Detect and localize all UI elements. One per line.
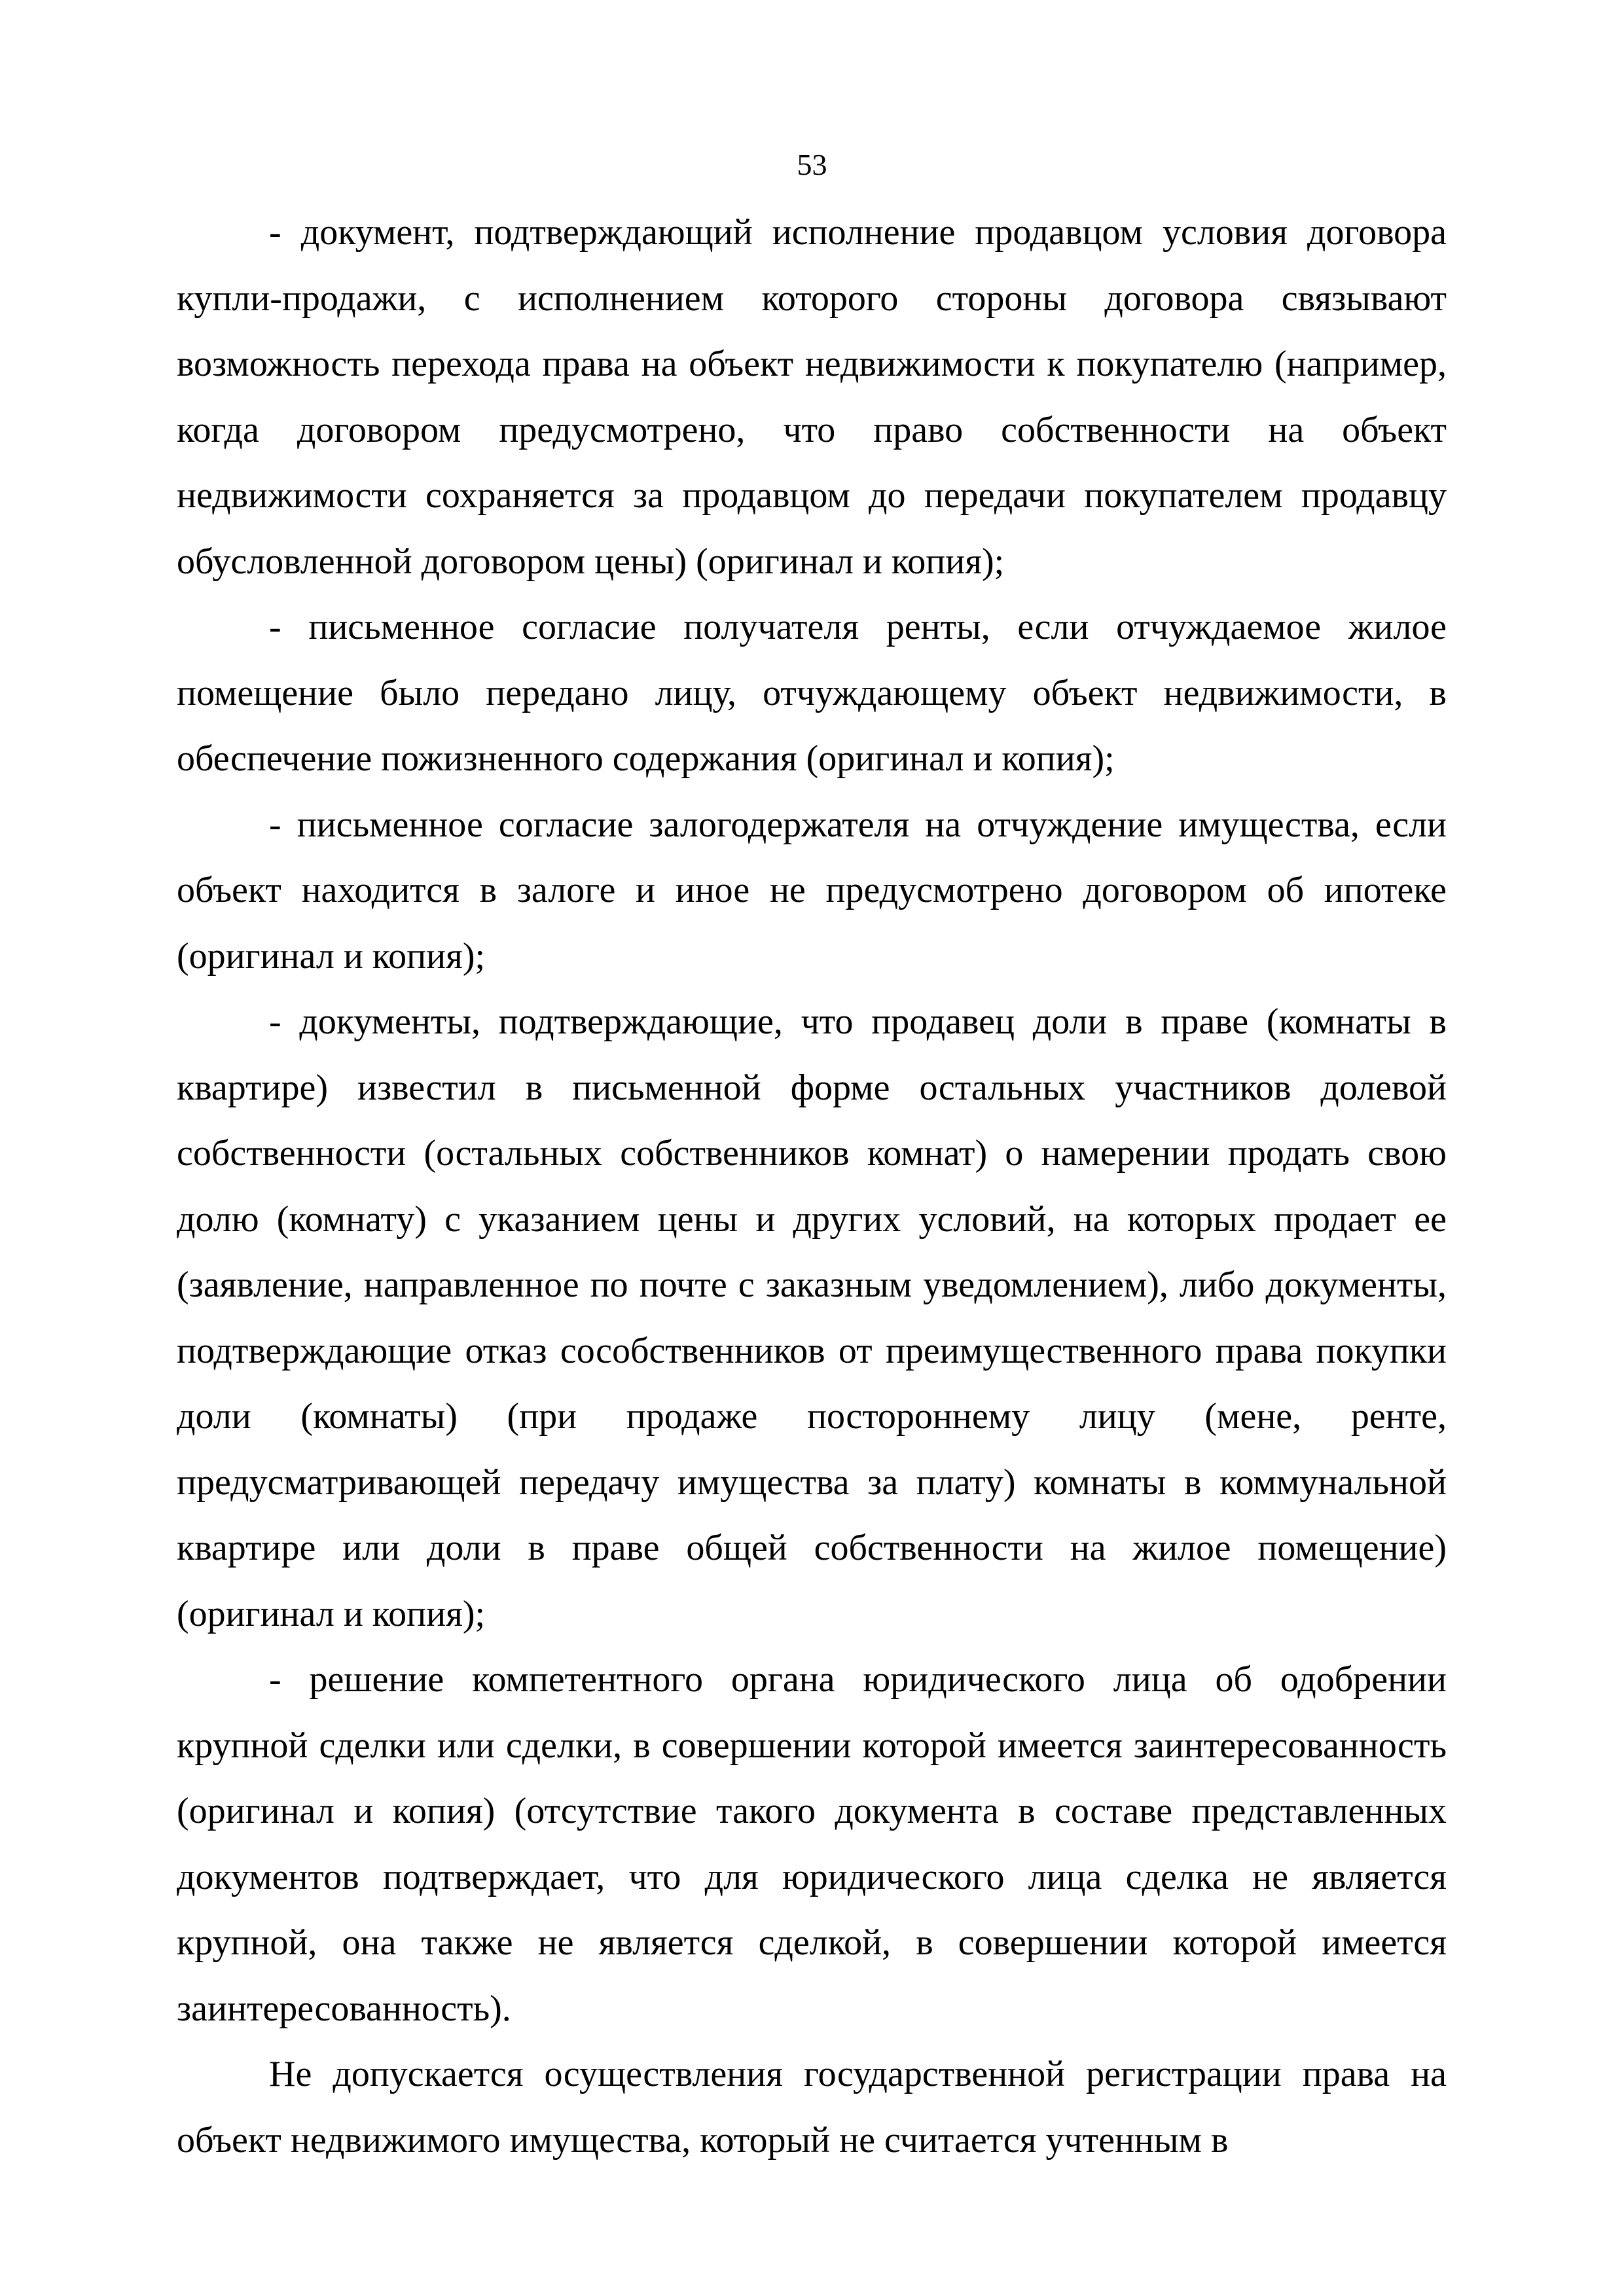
paragraph-sale-condition-document: - документ, подтверждающий исполнение продавцом условия договора купли-продажи, с исполнением которого стороны договора связывают возможность перехода права на объект недвижимости к покупателю (например, когда договором предусмотрено, что право собственности на объект недвижимости сохраняется за продавцом до передачи покупателем продавцу обусловленной договором цены) (оригинал и копия); xyxy=(177,212,1447,582)
paragraph-share-sale-notice: - документы, подтверждающие, что продавец доли в праве (комнаты в квартире) известил в письменной форме остальных участников долевой собственности (остальных собственников комнат) о намерении продать свою долю (комнату) с указанием цены и других условий, на которых продает ее (заявление, направленное по почте с заказным уведомлением), либо документы, подтверждающие отказ сособственников от преимущественного права покупки доли (комнаты) (при продаже постороннему лицу (мене, ренте, предусматривающей передачу имущества за плату) комнаты в коммунальной квартире или доли в праве общей собственности на жилое помещение) (оригинал и копия); xyxy=(177,1001,1447,1634)
document-body xyxy=(177,200,1447,2173)
paragraph-major-transaction-approval: - решение компетентного органа юридического лица об одобрении крупной сделки или сделки, в совершении которой имеется заинтересованность (оригинал и копия) (отсутствие такого документа в составе представленных документов подтверждает, что для юридического лица сделка не является крупной, она также не является сделкой, в совершении которой имеется заинтересованность). xyxy=(177,1659,1447,2029)
paragraph-registration-restriction: Не допускается осуществления государственной регистрации права на объект недвижимого имущества, который не считается учтенным в xyxy=(177,2054,1447,2161)
paragraph-pledgee-consent: - письменное согласие залогодержателя на отчуждение имущества, если объект находится в залоге и иное не предусмотрено договором об ипотеке (оригинал и копия); xyxy=(177,804,1447,977)
page-number: 53 xyxy=(797,148,827,181)
paragraph-rent-recipient-consent: - письменное согласие получателя ренты, если отчуждаемое жилое помещение было передано лицу, отчуждающему объект недвижимости, в обеспечение пожизненного содержания (оригинал и копия); xyxy=(177,607,1447,779)
